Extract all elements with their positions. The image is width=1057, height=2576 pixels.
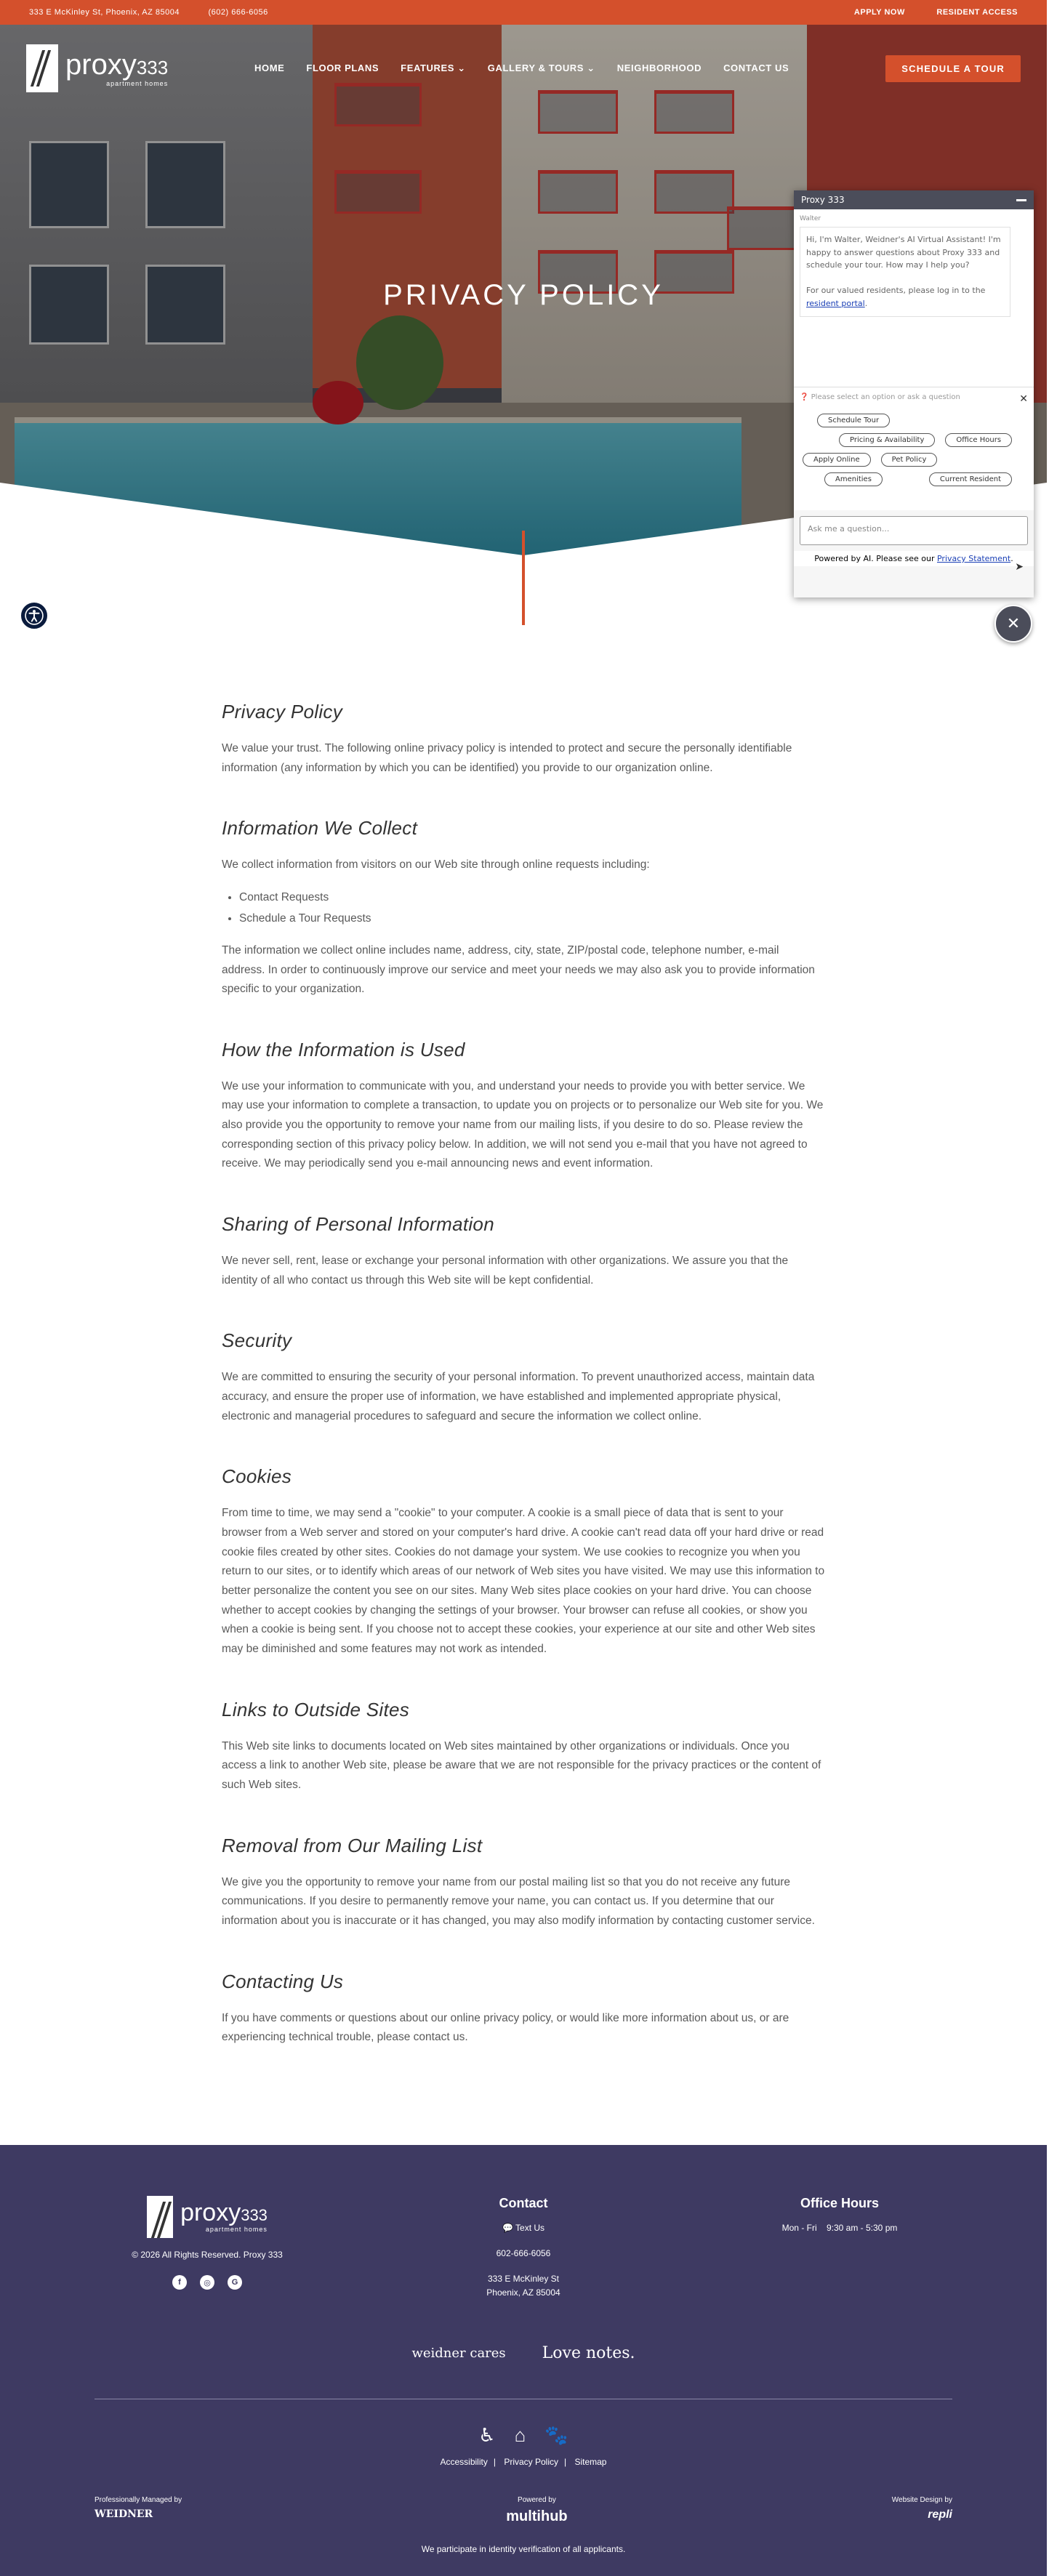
footer-contact bbox=[414, 2196, 632, 2308]
chat-messages bbox=[794, 209, 1034, 387]
google-icon[interactable]: G bbox=[228, 2275, 242, 2290]
footer-address-line2: Phoenix, AZ 85004 bbox=[486, 2287, 560, 2298]
accessibility-icon[interactable] bbox=[19, 600, 49, 631]
section-heading: How the Information is Used bbox=[222, 1038, 465, 1060]
chat-footer-text: Powered by AI. Please see our bbox=[814, 554, 935, 563]
chat-title: Proxy 333 bbox=[801, 195, 845, 205]
chip-current-resident[interactable]: Current Resident bbox=[929, 472, 1012, 486]
sitemap-link[interactable]: Sitemap bbox=[574, 2456, 607, 2467]
wheelchair-icon: ♿ bbox=[478, 2423, 496, 2446]
help-icon: ❓ bbox=[800, 393, 809, 401]
chat-footer: Powered by AI. Please see our Privacy Statement. bbox=[794, 551, 1034, 566]
footer-brand bbox=[98, 2196, 316, 2308]
weidner-cares-logo[interactable]: weidner cares bbox=[411, 2345, 506, 2361]
chip-amenities[interactable]: Amenities bbox=[824, 472, 883, 486]
footer-care-logos bbox=[0, 2344, 1047, 2362]
nav-floor-plans[interactable]: FLOOR PLANS bbox=[306, 63, 379, 73]
logo-mark-icon bbox=[147, 2196, 173, 2238]
footer-hours bbox=[731, 2196, 949, 2308]
identity-verification-note: We participate in identity verification of all applicants. bbox=[421, 2543, 626, 2554]
footer-address-line1: 333 E McKinley St bbox=[487, 2274, 560, 2285]
logo-tagline: apartment homes bbox=[205, 2226, 268, 2234]
resident-access-link[interactable]: RESIDENT ACCESS bbox=[936, 8, 1018, 17]
section-heading: Sharing of Personal Information bbox=[222, 1213, 494, 1236]
section-paragraph: From time to time, we may send a "cookie" to your computer. A cookie is a small piece of data that is sent to your browser from a Web server and stored on your computer's hard drive. A cookie can't read data off your hard drive or read cookie files created by other sites. Cookies do not damage your system. We use cookies to recognize you when you return to our sites, or to identify which areas of our network of Web sites you have visited. We may use this information to better personalize the content you see on our sites. Many Web sites place cookies on your hard drive. You can choose whether to accept cookies by changing the settings of your browser. Your browser can refuse all cookies, or show you when a cookie is being sent. If you choose not to accept these cookies, your experience at our site and other Web sites may be diminished and some features may not work as intended. bbox=[222, 1507, 825, 1655]
page-title: PRIVACY POLICY bbox=[383, 279, 664, 311]
powered-by bbox=[506, 2496, 567, 2525]
collect-list bbox=[239, 887, 825, 930]
design-by bbox=[892, 2496, 952, 2521]
top-bar bbox=[0, 0, 1047, 25]
logo-tagline: apartment homes bbox=[106, 79, 169, 87]
section-paragraph: We collect information from visitors on our Web site through online requests including: bbox=[222, 858, 650, 872]
footer-phone[interactable]: 602-666-6056 bbox=[496, 2248, 551, 2259]
section-paragraph: The information we collect online includes name, address, city, state, ZIP/postal code, telephone number, e-mail address. In order to continuously improve our service and meet your needs we may also ask you to provide information specific to your organization. bbox=[222, 943, 815, 996]
section-information-we-collect bbox=[222, 817, 825, 999]
section-paragraph: We are committed to ensuring the security of your personal information. To prevent unauthorized access, maintain data accuracy, and ensure the proper use of information, we have established and implemented appropriate physical, electronic and managerial procedures to safeguard and secure the information we collect online. bbox=[222, 1371, 815, 1422]
send-icon[interactable]: ➤ bbox=[1015, 561, 1024, 573]
chat-message-bubble: Hi, I'm Walter, Weidner's AI Virtual Assistant! I'm happy to answer questions about Proxy 333 and schedule your tour. How may I help you? For our valued residents, please log in to the resident portal. bbox=[800, 227, 1010, 317]
section-how-info-used bbox=[222, 1039, 825, 1174]
chat-widget bbox=[794, 190, 1034, 597]
schedule-tour-button[interactable]: SCHEDULE A TOUR bbox=[885, 55, 1021, 82]
apply-now-link[interactable]: APPLY NOW bbox=[853, 8, 905, 17]
managed-by bbox=[95, 2496, 182, 2520]
logo-name: proxy bbox=[65, 48, 137, 81]
repli-logo[interactable]: repli bbox=[928, 2508, 952, 2521]
chip-pet-policy[interactable]: Pet Policy bbox=[881, 453, 938, 467]
chip-apply-online[interactable]: Apply Online bbox=[803, 453, 871, 467]
nav-neighborhood[interactable]: NEIGHBORHOOD bbox=[616, 63, 702, 73]
list-item: • Schedule a Tour Requests bbox=[239, 908, 825, 929]
logo-name: proxy bbox=[180, 2199, 241, 2227]
phone-link[interactable]: (602) 666-6056 bbox=[208, 8, 268, 17]
chat-input[interactable]: Ask me a question... bbox=[800, 516, 1028, 545]
minimize-icon[interactable] bbox=[1016, 199, 1026, 201]
hours-heading: Office Hours bbox=[800, 2195, 880, 2210]
section-outside-links bbox=[222, 1699, 825, 1795]
chat-resident-note: For our valued residents, please log in to the bbox=[806, 286, 986, 296]
list-item: • Contact Requests bbox=[239, 887, 825, 908]
chevron-down-icon: ⌄ bbox=[457, 63, 466, 73]
section-paragraph: If you have comments or questions about our online privacy policy, or would like more information about us, or are experiencing technical trouble, please contact us. bbox=[222, 2011, 789, 2044]
privacy-policy-link[interactable]: Privacy Policy bbox=[504, 2456, 558, 2467]
section-paragraph: We use your information to communicate with you, and understand your needs to provide you with better service. We may use your information to complete a transaction, to update you on projects or to personalize our Web site for you. We also provide you the opportunity to remove your name from our mailing lists, if you desire to do so. Please review the corresponding section of this privacy policy below. In addition, we will not send you e-mail that you have not agreed to receive. We may periodically send you e-mail announcing news and event information. bbox=[222, 1079, 824, 1170]
hours-text: Mon - Fri 9:30 am - 5:30 pm bbox=[781, 2222, 898, 2233]
accessibility-link[interactable]: Accessibility bbox=[440, 2456, 488, 2467]
chat-greeting: Hi, I'm Walter, Weidner's AI Virtual Assistant! I'm happy to answer questions about Proxy 333 and schedule your tour. How may I help you? bbox=[806, 235, 1001, 270]
section-contacting-us bbox=[222, 1971, 825, 2048]
hero-divider-line bbox=[522, 531, 525, 625]
chat-prompt-label: Please select an option or ask a question bbox=[811, 393, 960, 401]
logo-number: 333 bbox=[241, 2206, 268, 2225]
close-icon[interactable]: ✕ bbox=[1019, 393, 1028, 405]
section-heading: Links to Outside Sites bbox=[222, 1698, 410, 1720]
text-us-label: Text Us bbox=[515, 2222, 545, 2233]
section-heading: Security bbox=[222, 1329, 292, 1352]
chevron-down-icon: ⌄ bbox=[587, 63, 595, 73]
resident-portal-link[interactable]: resident portal bbox=[806, 298, 865, 308]
section-paragraph: We never sell, rent, lease or exchange your personal information with other organizations. We assure you that the identity of all who contact us through this Web site will be kept confidential. bbox=[222, 1255, 789, 1287]
chat-bubble-icon: 💬 bbox=[502, 2222, 513, 2233]
footer-logo[interactable] bbox=[98, 2196, 316, 2238]
nav-gallery-label: GALLERY & TOURS bbox=[487, 63, 584, 73]
nav-gallery-tours[interactable] bbox=[488, 63, 595, 74]
nav-features[interactable] bbox=[401, 63, 466, 74]
section-heading: Cookies bbox=[222, 1465, 292, 1488]
logo-mark-icon bbox=[26, 44, 58, 92]
address-link[interactable]: 333 E McKinley St, Phoenix, AZ 85004 bbox=[29, 8, 180, 17]
privacy-statement-link[interactable]: Privacy Statement bbox=[936, 554, 1011, 563]
section-cookies bbox=[222, 1465, 825, 1659]
nav-home[interactable]: HOME bbox=[254, 63, 285, 73]
design-label: Website Design by bbox=[891, 2495, 952, 2504]
powered-label: Powered by bbox=[518, 2495, 556, 2504]
love-notes-logo[interactable]: Love notes. bbox=[542, 2343, 635, 2362]
section-heading: Privacy Policy bbox=[222, 701, 343, 723]
site-footer: proxy333 apartment homes © 2026 All Rights Reserved. Proxy 333 f ◎ G Contact 💬 Text Us 602-666-6056 333 E McKinley St Phoenix, AZ 85004 Office Hours Mon - Fri 9:30 am - 5:30 pm weidner cares Love notes. ♿ ⌂ 🐾 Accessibility | Privacy Policy | Sitemap Professionally Managed by WEIDNER Powered by multihub Website Design by repli We participate in identity verification of all applicants. bbox=[0, 2145, 1047, 2576]
section-heading: Removal from Our Mailing List bbox=[222, 1834, 483, 1856]
section-privacy-policy bbox=[222, 701, 825, 778]
chat-header bbox=[794, 190, 1034, 209]
section-paragraph: We value your trust. The following online privacy policy is intended to protect and secure the personally identifiable information (any information by which you can be identified) you provide to our organization online. bbox=[222, 742, 792, 774]
weidner-logo[interactable]: WEIDNER bbox=[95, 2508, 153, 2520]
chat-prompt-text bbox=[800, 393, 960, 405]
main-navigation bbox=[0, 25, 1047, 112]
section-security bbox=[222, 1329, 825, 1426]
section-heading: Information We Collect bbox=[222, 817, 418, 840]
chip-office-hours[interactable]: Office Hours bbox=[945, 433, 1012, 447]
section-paragraph: We give you the opportunity to remove your name from our postal mailing list so that you do not receive any future communications. If you desire to permanently remove your name, you can contact us. If you determine that our information about you is inaccurate or it has changed, you may also modify information by contacting customer service. bbox=[222, 1875, 815, 1927]
chip-schedule-tour[interactable]: Schedule Tour bbox=[817, 414, 890, 427]
section-sharing bbox=[222, 1213, 825, 1290]
section-heading: Contacting Us bbox=[222, 1970, 344, 1992]
nav-contact-us[interactable]: CONTACT US bbox=[723, 63, 789, 73]
managed-label: Professionally Managed by bbox=[95, 2495, 182, 2504]
text-us-link[interactable] bbox=[414, 2221, 632, 2235]
chip-pricing-availability[interactable]: Pricing & Availability bbox=[839, 433, 935, 447]
logo-number: 333 bbox=[136, 56, 169, 79]
nav-features-label: FEATURES bbox=[401, 63, 455, 73]
contact-heading: Contact bbox=[499, 2195, 548, 2210]
instagram-icon[interactable]: ◎ bbox=[200, 2275, 214, 2290]
chat-options-panel bbox=[794, 387, 1034, 510]
facebook-icon[interactable]: f bbox=[172, 2275, 187, 2290]
chat-close-icon[interactable]: ✕ bbox=[994, 605, 1032, 643]
equal-housing-icon: ⌂ bbox=[514, 2423, 526, 2446]
section-mailing-removal bbox=[222, 1835, 825, 1931]
section-paragraph: This Web site links to documents located on Web sites maintained by other organizations or individuals. Once you access a link to another Web site, please be aware that we are not responsible for the privacy practices or the content of such Web sites. bbox=[222, 1739, 821, 1791]
chat-sender-name: Walter bbox=[800, 215, 821, 222]
multihub-logo[interactable]: multihub bbox=[506, 2508, 568, 2524]
policy-content bbox=[0, 628, 1047, 2145]
site-logo[interactable] bbox=[26, 44, 244, 92]
copyright: © 2026 All Rights Reserved. Proxy 333 bbox=[132, 2249, 283, 2260]
pet-paw-icon: 🐾 bbox=[544, 2423, 568, 2446]
